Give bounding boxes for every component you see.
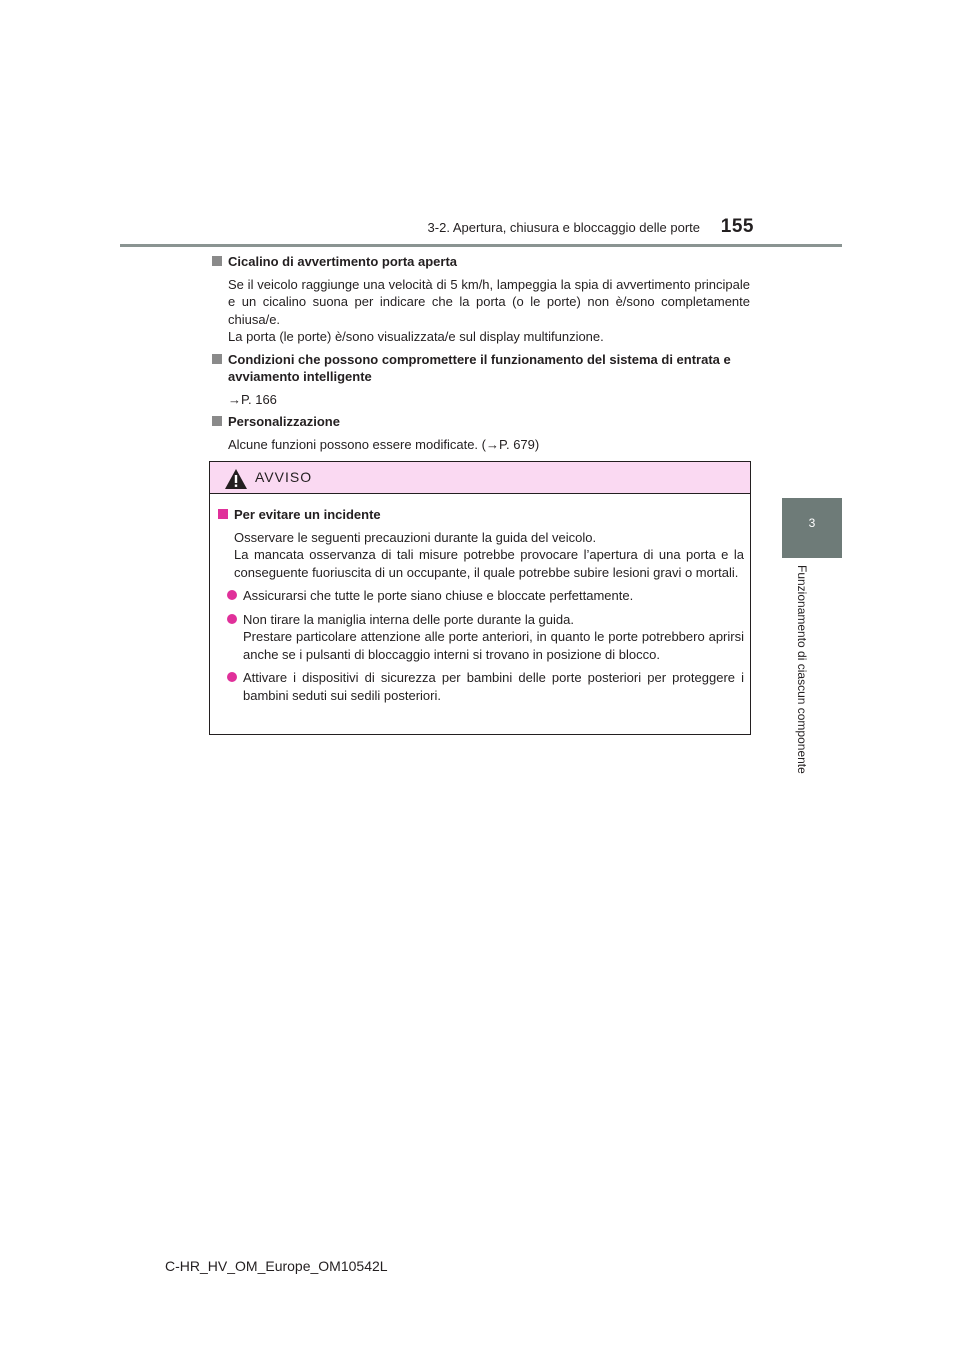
paragraph-line: La porta (le porte) è/sono visualizzata/e sul display multifunzione. — [228, 329, 604, 344]
warning-triangle-icon — [224, 468, 248, 490]
warning-body — [210, 494, 750, 704]
square-bullet-icon — [212, 416, 222, 426]
item-text — [228, 276, 750, 346]
square-bullet-icon — [212, 354, 222, 364]
warning-intro — [234, 529, 744, 582]
square-bullet-icon — [212, 256, 222, 266]
circle-bullet-icon — [227, 590, 237, 600]
warning-box — [209, 461, 751, 735]
bullet-line: Assicurarsi che tutte le porte siano chiuse e bloccate perfettamente. — [243, 588, 634, 603]
page-reference-link[interactable]: →P. 166 — [228, 391, 277, 407]
warning-heading-row — [216, 506, 744, 581]
paragraph-line: Alcune funzioni possono essere modificate. (→P. 679) — [228, 436, 540, 452]
circle-bullet-icon — [227, 672, 237, 682]
section-item — [210, 253, 750, 346]
paragraph-line: La mancata osservanza di tali misure potrebbe provocare l’apertura di una porta e la conseguente fuoriuscita di un occupante, il quale potrebbe subire lesioni gravi o mortali. — [234, 547, 744, 580]
item-title: Cicalino di avvertimento porta aperta — [228, 254, 458, 269]
item-title: Condizioni che possono compromettere il funzionamento del sistema di entrata e avviamento intelligente — [228, 351, 731, 384]
section-item — [210, 413, 750, 453]
bullet-line: Attivare i dispositivi di sicurezza per bambini delle porte posteriori per proteggere i bambini seduti sui sedili posteriori. — [243, 670, 744, 703]
item-text — [228, 436, 750, 454]
section-item — [210, 351, 750, 409]
warning-bullet — [216, 587, 744, 605]
chapter-tab — [782, 498, 842, 558]
bullet-line: Prestare particolare attenzione alle porte anteriori, in quanto le porte potrebbero aprirsi anche se i pulsanti di bloccaggio interni si trovano in posizione di blocco. — [243, 629, 744, 662]
warning-heading: Per evitare un incidente — [234, 507, 381, 522]
section-title: 3-2. Apertura, chiusura e bloccaggio delle porte — [427, 220, 700, 235]
paragraph-line: Se il veicolo raggiunge una velocità di 5 km/h, lampeggia la spia di avvertimento principale e un cicalino suona per indicare che la porta (o le porte) non è/sono completamente chiusa/e. — [228, 276, 750, 327]
warning-bullet — [216, 611, 744, 664]
document-code: C-HR_HV_OM_Europe_OM10542L — [165, 1258, 388, 1274]
page-number: 155 — [720, 216, 754, 237]
warning-header — [210, 462, 750, 494]
item-title: Personalizzazione — [228, 414, 340, 429]
warning-title: AVVISO — [255, 469, 313, 485]
main-content — [210, 253, 750, 458]
warning-bullet — [216, 669, 744, 704]
header-divider — [120, 244, 842, 247]
chapter-label: Funzionamento di ciascun componente — [795, 565, 809, 774]
chapter-number: 3 — [808, 516, 816, 530]
paragraph-line: Osservare le seguenti precauzioni durante la guida del veicolo. — [234, 529, 597, 545]
item-text — [228, 391, 750, 409]
circle-bullet-icon — [227, 614, 237, 624]
page-header — [120, 218, 840, 248]
bullet-line: Non tirare la maniglia interna delle porte durante la guida. — [243, 611, 574, 627]
square-bullet-icon — [218, 509, 228, 519]
